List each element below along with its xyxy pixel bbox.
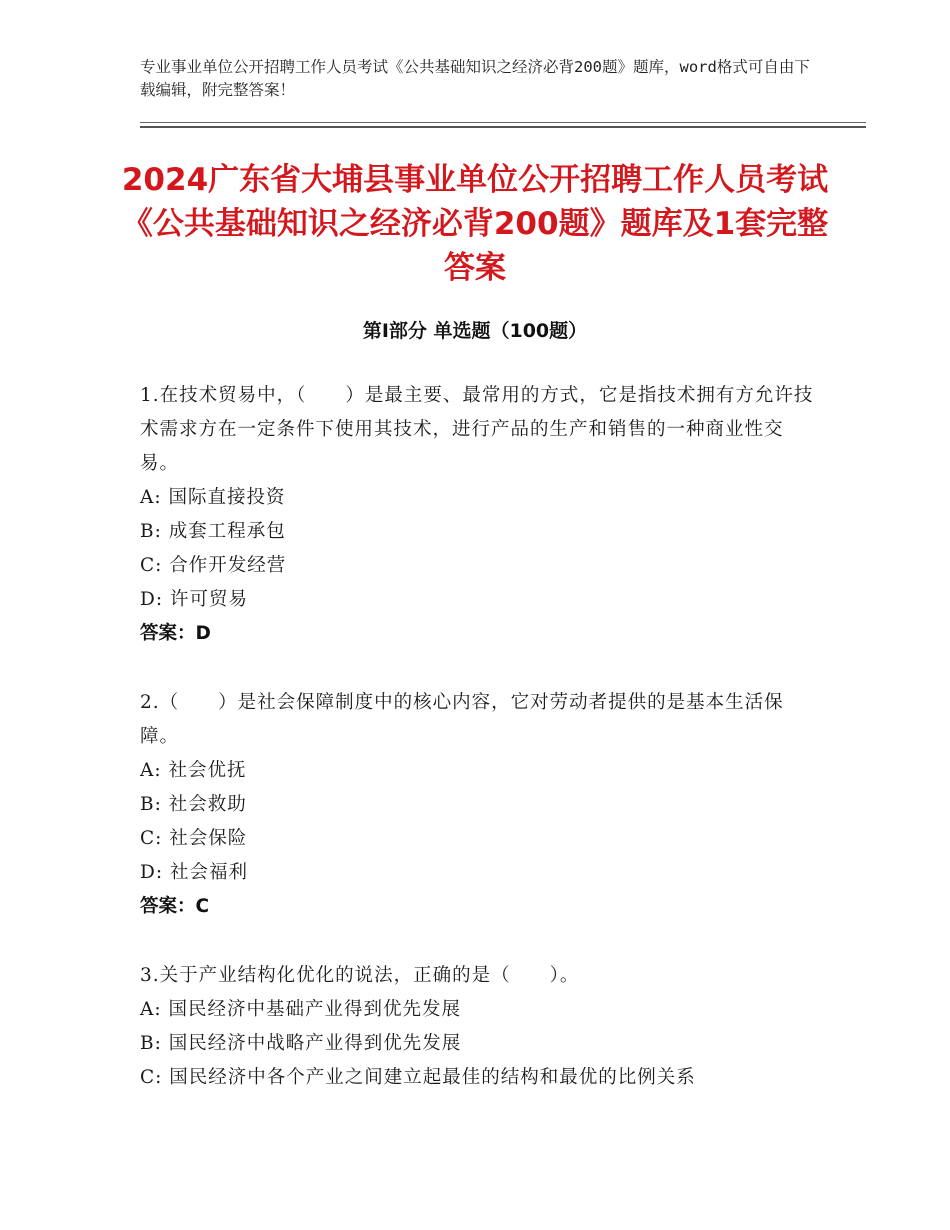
option-d: D: 社会福利: [140, 862, 248, 883]
option-a: A: 国民经济中基础产业得到优先发展: [140, 999, 461, 1020]
option-b: B: 国民经济中战略产业得到优先发展: [140, 1033, 462, 1054]
document-title: 2024广东省大埔县事业单位公开招聘工作人员考试《公共基础知识之经济必背200题》题库及1套完整答案: [121, 162, 829, 286]
option-c: C: 国民经济中各个产业之间建立起最佳的结构和最优的比例关系: [140, 1067, 696, 1088]
option-a: A: 社会优抚: [140, 760, 247, 781]
option-a: A: 国际直接投资: [140, 487, 286, 508]
section-title: 第Ⅰ部分 单选题（100题）: [362, 320, 588, 342]
header-rule-thin: [140, 122, 866, 123]
question-text: 1.在技术贸易中，（ ）是最主要、最常用的方式，它是指技术拥有方允许技术需求方在一定条件下使用其技术，进行产品的生产和销售的一种商业性交易。: [140, 385, 814, 474]
answer-label: 答案：C: [140, 896, 210, 917]
header-note: 专业事业单位公开招聘工作人员考试《公共基础知识之经济必背200题》题库，word格式可自由下载编辑，附完整答案！: [140, 58, 810, 99]
option-c: C: 合作开发经营: [140, 555, 287, 576]
option-b: B: 社会救助: [140, 794, 247, 815]
question-text: 3.关于产业结构化优化的说法，正确的是（ ）。: [140, 965, 580, 986]
option-b: B: 成套工程承包: [140, 521, 286, 542]
answer-label: 答案：D: [140, 623, 211, 644]
question-block: [140, 959, 820, 1095]
header-rule-thick: [140, 126, 866, 128]
question-block: [140, 686, 820, 924]
question-block: [140, 379, 820, 651]
question-text: 2.（ ）是社会保障制度中的核心内容，它对劳动者提供的是基本生活保障。: [140, 692, 784, 747]
option-d: D: 许可贸易: [140, 589, 248, 610]
option-c: C: 社会保险: [140, 828, 248, 849]
